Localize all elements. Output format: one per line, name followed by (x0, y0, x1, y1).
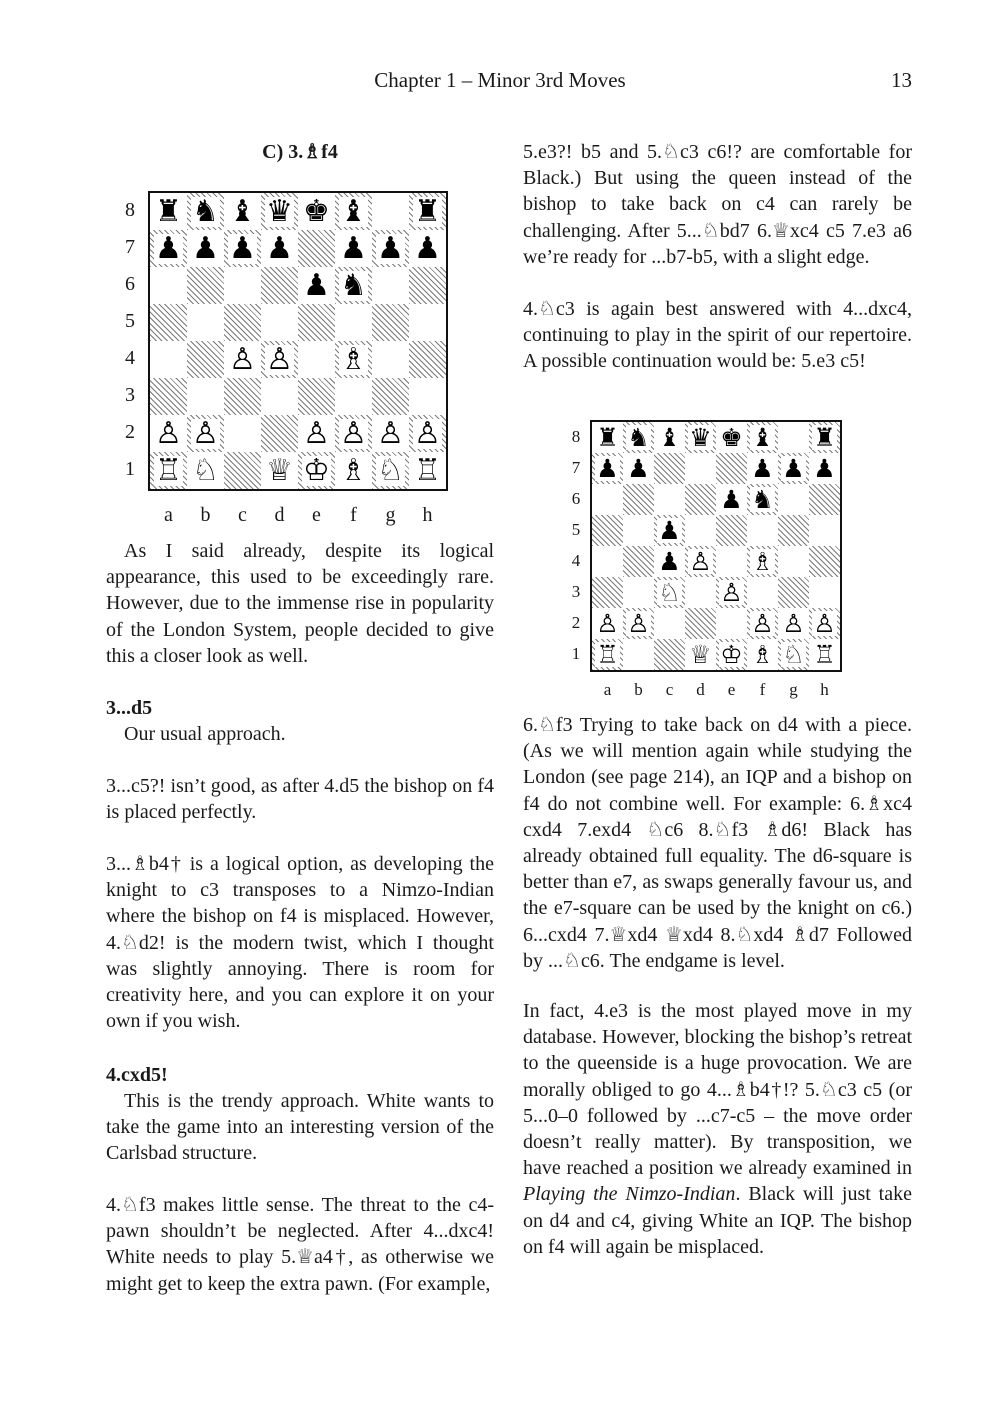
chess-piece-icon: ♝ (229, 193, 256, 229)
square-c8 (654, 422, 685, 453)
square-f5 (747, 515, 778, 546)
square-f2 (335, 415, 372, 452)
chess-piece-icon: ♚ (303, 193, 330, 229)
chess-piece-icon: ♙ (689, 547, 712, 576)
square-h6 (809, 484, 840, 515)
square-h2 (809, 608, 840, 639)
square-f8 (335, 193, 372, 230)
square-a3 (592, 577, 623, 608)
file-label: a (603, 680, 612, 699)
chess-piece-icon: ♞ (340, 267, 367, 303)
square-c1 (224, 452, 261, 489)
square-b2 (187, 415, 224, 452)
square-e3 (298, 378, 335, 415)
square-b2 (623, 608, 654, 639)
paragraph: 3...♗b4† is a logical option, as developing the knight to c3 transposes to a Nimzo-Indian where the bishop on f4 is misplaced. However, 4.♘d2! is the modern twist, which I thought was slightly annoying. There is room for creativity here, and you can explore it on your own if you wish. (106, 853, 494, 1033)
chess-piece-icon: ♙ (751, 609, 774, 638)
square-e4 (716, 546, 747, 577)
square-a6 (592, 484, 623, 515)
chess-piece-icon: ♟ (658, 547, 681, 576)
chess-piece-icon: ♟ (720, 485, 743, 514)
square-f1 (747, 639, 778, 670)
square-e8 (298, 193, 335, 230)
square-f3 (747, 577, 778, 608)
square-d1 (685, 639, 716, 670)
chess-piece-icon: ♞ (192, 193, 219, 229)
square-d5 (685, 515, 716, 546)
rank-label: 2 (125, 421, 135, 444)
rank-label: 4 (571, 550, 581, 570)
chess-piece-icon: ♘ (377, 452, 404, 488)
chess-piece-icon: ♚ (720, 423, 743, 452)
rank-label: 5 (125, 310, 135, 333)
chess-piece-icon: ♖ (596, 640, 619, 669)
chess-piece-icon: ♗ (751, 640, 774, 669)
square-b4 (623, 546, 654, 577)
square-g1 (372, 452, 409, 489)
paragraph: 5.e3?! b5 and 5.♘c3 c6!? are comfortable for Black.) But using the queen instead of the bishop to take back on c4 can rarely be challenging. After 5...♘bd7 6.♕xc4 c5 7.e3 a6 we’re ready for ...b7-b5, with a slight edge. (523, 141, 912, 268)
square-g2 (778, 608, 809, 639)
square-c5 (224, 304, 261, 341)
square-h5 (809, 515, 840, 546)
paragraph-text: . Black will just take on d4 and c4, giving White an IQP. The bishop on f4 will again be misplaced. (523, 1183, 912, 1258)
paragraph (523, 998, 912, 1260)
chess-piece-icon: ♙ (303, 415, 330, 451)
chess-piece-icon: ♟ (414, 230, 441, 266)
chapter-title: Chapter 1 – Minor 3rd Moves (374, 68, 626, 92)
square-e1 (298, 452, 335, 489)
square-e6 (716, 484, 747, 515)
chess-piece-icon: ♙ (266, 341, 293, 377)
square-f8 (747, 422, 778, 453)
chess-piece-icon: ♜ (596, 423, 619, 452)
chess-piece-icon: ♞ (627, 423, 650, 452)
square-a8 (150, 193, 187, 230)
chess-piece-icon: ♟ (192, 230, 219, 266)
square-b7 (187, 230, 224, 267)
square-a3 (150, 378, 187, 415)
chess-piece-icon: ♜ (414, 193, 441, 229)
square-f1 (335, 452, 372, 489)
square-c7 (654, 453, 685, 484)
chess-piece-icon: ♗ (340, 341, 367, 377)
square-c3 (224, 378, 261, 415)
square-f7 (335, 230, 372, 267)
chess-piece-icon: ♕ (266, 452, 293, 488)
square-b8 (623, 422, 654, 453)
square-b7 (623, 453, 654, 484)
square-e7 (298, 230, 335, 267)
square-a2 (150, 415, 187, 452)
square-d6 (261, 267, 298, 304)
square-f4 (747, 546, 778, 577)
square-h1 (409, 452, 446, 489)
square-b5 (623, 515, 654, 546)
rank-label: 6 (125, 273, 135, 296)
square-h7 (809, 453, 840, 484)
chess-piece-icon: ♟ (596, 454, 619, 483)
square-g6 (778, 484, 809, 515)
chess-piece-icon: ♟ (782, 454, 805, 483)
square-h4 (409, 341, 446, 378)
square-e3 (716, 577, 747, 608)
square-g5 (778, 515, 809, 546)
chess-piece-icon: ♙ (155, 415, 182, 451)
rank-label: 8 (125, 199, 135, 222)
square-h2 (409, 415, 446, 452)
chess-piece-icon: ♖ (155, 452, 182, 488)
chess-piece-icon: ♝ (751, 423, 774, 452)
square-a8 (592, 422, 623, 453)
square-g5 (372, 304, 409, 341)
paragraph: This is the trendy approach. White wants to take the game into an interesting version of the Carlsbad structure. (106, 1090, 494, 1165)
move-heading: 4.cxd5! (106, 1064, 168, 1086)
chess-piece-icon: ♜ (813, 423, 836, 452)
square-g7 (778, 453, 809, 484)
file-label: e (312, 504, 321, 526)
square-d4 (261, 341, 298, 378)
chess-piece-icon: ♙ (340, 415, 367, 451)
book-title: Playing the Nimzo-Indian (523, 1183, 736, 1206)
square-h4 (809, 546, 840, 577)
chess-piece-icon: ♗ (751, 547, 774, 576)
rank-label: 4 (125, 347, 135, 370)
rank-label: 5 (571, 519, 581, 539)
file-label: g (789, 680, 798, 699)
paragraph: As I said already, despite its logical appearance, this used to be exceedingly rare. However, due to the immense rise in popularity of the London System, people decided to give this a closer look as well. (106, 540, 494, 667)
rank-label: 7 (125, 236, 135, 259)
square-c5 (654, 515, 685, 546)
chess-board (590, 420, 842, 672)
chess-piece-icon: ♖ (414, 452, 441, 488)
chess-piece-icon: ♙ (627, 609, 650, 638)
square-c6 (224, 267, 261, 304)
file-label: h (422, 504, 433, 526)
square-e2 (716, 608, 747, 639)
paragraph-text: In fact, 4.e3 is the most played move in my database. However, blocking the bishop’s retreat to the queenside is a huge provocation. We are morally obliged to go 4...♗b4†!? 5.♘c3 c5 (or 5...0–0 followed by ...c7-c5 – the move order doesn’t really matter). By transposition, we have reached a position we already examined in (523, 1000, 912, 1180)
square-d1 (261, 452, 298, 489)
square-g1 (778, 639, 809, 670)
square-c1 (654, 639, 685, 670)
square-d2 (685, 608, 716, 639)
file-label: b (200, 504, 211, 526)
chess-piece-icon: ♝ (340, 193, 367, 229)
chess-piece-icon: ♘ (658, 578, 681, 607)
square-b3 (623, 577, 654, 608)
square-d8 (685, 422, 716, 453)
chess-piece-icon: ♟ (303, 267, 330, 303)
square-a6 (150, 267, 187, 304)
file-label: b (634, 680, 643, 699)
file-label: c (238, 504, 247, 526)
paragraph: 4.♘c3 is again best answered with 4...dxc4, continuing to play in the spirit of our repertoire. A possible continuation would be: 5.e3 c5! (523, 298, 912, 373)
file-label: d (696, 680, 705, 699)
square-g3 (778, 577, 809, 608)
chess-piece-icon: ♘ (192, 452, 219, 488)
chess-piece-icon: ♘ (782, 640, 805, 669)
square-h5 (409, 304, 446, 341)
square-f3 (335, 378, 372, 415)
square-b1 (187, 452, 224, 489)
chess-piece-icon: ♙ (782, 609, 805, 638)
chess-piece-icon: ♟ (813, 454, 836, 483)
square-a7 (150, 230, 187, 267)
square-c3 (654, 577, 685, 608)
square-f6 (335, 267, 372, 304)
square-g8 (372, 193, 409, 230)
chess-piece-icon: ♙ (720, 578, 743, 607)
chess-piece-icon: ♟ (627, 454, 650, 483)
square-c6 (654, 484, 685, 515)
rank-label: 3 (571, 581, 581, 601)
chess-piece-icon: ♟ (751, 454, 774, 483)
square-e8 (716, 422, 747, 453)
square-d5 (261, 304, 298, 341)
square-h8 (809, 422, 840, 453)
square-g4 (372, 341, 409, 378)
chess-piece-icon: ♙ (596, 609, 619, 638)
square-b8 (187, 193, 224, 230)
file-label: d (274, 504, 285, 526)
rank-label: 3 (125, 384, 135, 407)
chess-diagram-1 (114, 191, 454, 531)
square-e4 (298, 341, 335, 378)
square-d3 (685, 577, 716, 608)
chess-piece-icon: ♟ (266, 230, 293, 266)
rank-label: 7 (571, 457, 581, 477)
square-g6 (372, 267, 409, 304)
file-label: f (350, 504, 357, 526)
square-a7 (592, 453, 623, 484)
chess-diagram-2 (562, 420, 852, 710)
square-f7 (747, 453, 778, 484)
chess-piece-icon: ♗ (340, 452, 367, 488)
square-e7 (716, 453, 747, 484)
file-label: g (385, 504, 396, 526)
file-label: e (727, 680, 736, 699)
square-g4 (778, 546, 809, 577)
square-e5 (716, 515, 747, 546)
chess-piece-icon: ♔ (720, 640, 743, 669)
chess-piece-icon: ♜ (155, 193, 182, 229)
file-label: f (759, 680, 766, 699)
square-d4 (685, 546, 716, 577)
square-c4 (654, 546, 685, 577)
chess-piece-icon: ♙ (813, 609, 836, 638)
square-h6 (409, 267, 446, 304)
square-b3 (187, 378, 224, 415)
square-b5 (187, 304, 224, 341)
square-e1 (716, 639, 747, 670)
square-h7 (409, 230, 446, 267)
paragraph: 3...c5?! isn’t good, as after 4.d5 the bishop on f4 is placed perfectly. (106, 775, 494, 824)
chess-piece-icon: ♕ (689, 640, 712, 669)
square-b4 (187, 341, 224, 378)
square-d8 (261, 193, 298, 230)
rank-label: 1 (571, 643, 581, 663)
chess-piece-icon: ♟ (377, 230, 404, 266)
square-g2 (372, 415, 409, 452)
chess-piece-icon: ♝ (658, 423, 681, 452)
rank-label: 2 (571, 612, 581, 632)
square-a5 (150, 304, 187, 341)
square-h8 (409, 193, 446, 230)
square-e6 (298, 267, 335, 304)
chess-piece-icon: ♞ (751, 485, 774, 514)
square-f6 (747, 484, 778, 515)
chess-piece-icon: ♟ (340, 230, 367, 266)
square-f2 (747, 608, 778, 639)
file-label: h (820, 680, 829, 699)
square-c2 (654, 608, 685, 639)
square-a2 (592, 608, 623, 639)
square-h3 (409, 378, 446, 415)
chess-piece-icon: ♛ (689, 423, 712, 452)
move-heading: 3...d5 (106, 697, 153, 719)
square-a1 (592, 639, 623, 670)
square-c8 (224, 193, 261, 230)
square-b1 (623, 639, 654, 670)
rank-label: 6 (571, 488, 581, 508)
chess-piece-icon: ♔ (303, 452, 330, 488)
chess-piece-icon: ♙ (192, 415, 219, 451)
paragraph: 6.♘f3 Trying to take back on d4 with a piece. (As we will mention again while studying the London (see page 214), an IQP and a bishop on f4 do not combine well. For example: 6.♗xc4 cxd4 7.exd4 ♘c6 8.♘f3 ♗d6! Black has already obtained full equality. The d6-square is better than e7, as swaps generally favour us, and the e7-square can be used by the knight on c6.) 6...cxd4 7.♕xd4 ♕xd4 8.♘xd4 ♗d7 Followed by ...♘c6. The endgame is level. (523, 714, 912, 972)
file-label: a (164, 504, 173, 526)
chess-piece-icon: ♙ (229, 341, 256, 377)
chess-piece-icon: ♟ (658, 516, 681, 545)
square-d6 (685, 484, 716, 515)
chess-piece-icon: ♖ (813, 640, 836, 669)
square-g8 (778, 422, 809, 453)
square-a4 (592, 546, 623, 577)
square-a1 (150, 452, 187, 489)
square-e5 (298, 304, 335, 341)
paragraph: 4.♘f3 makes little sense. The threat to the c4-pawn shouldn’t be neglected. After 4...dxc4! White needs to play 5.♕a4†, as otherwise we might get to keep the extra pawn. (For example, (106, 1194, 494, 1295)
chess-board (148, 191, 448, 491)
square-d2 (261, 415, 298, 452)
square-g3 (372, 378, 409, 415)
file-label: c (665, 680, 674, 699)
chess-piece-icon: ♛ (266, 193, 293, 229)
rank-label: 8 (571, 426, 581, 446)
paragraph: Our usual approach. (124, 723, 286, 745)
square-a4 (150, 341, 187, 378)
square-b6 (187, 267, 224, 304)
chess-piece-icon: ♟ (155, 230, 182, 266)
square-h3 (809, 577, 840, 608)
chess-piece-icon: ♟ (229, 230, 256, 266)
chess-piece-icon: ♙ (414, 415, 441, 451)
square-d3 (261, 378, 298, 415)
chess-piece-icon: ♙ (377, 415, 404, 451)
square-b6 (623, 484, 654, 515)
square-c4 (224, 341, 261, 378)
square-c7 (224, 230, 261, 267)
square-f5 (335, 304, 372, 341)
square-d7 (685, 453, 716, 484)
square-c2 (224, 415, 261, 452)
rank-label: 1 (125, 458, 135, 481)
square-g7 (372, 230, 409, 267)
page-number: 13 (891, 68, 912, 92)
square-h1 (809, 639, 840, 670)
square-e2 (298, 415, 335, 452)
section-heading: C) 3.♗f4 (262, 141, 338, 163)
square-d7 (261, 230, 298, 267)
square-a5 (592, 515, 623, 546)
square-f4 (335, 341, 372, 378)
